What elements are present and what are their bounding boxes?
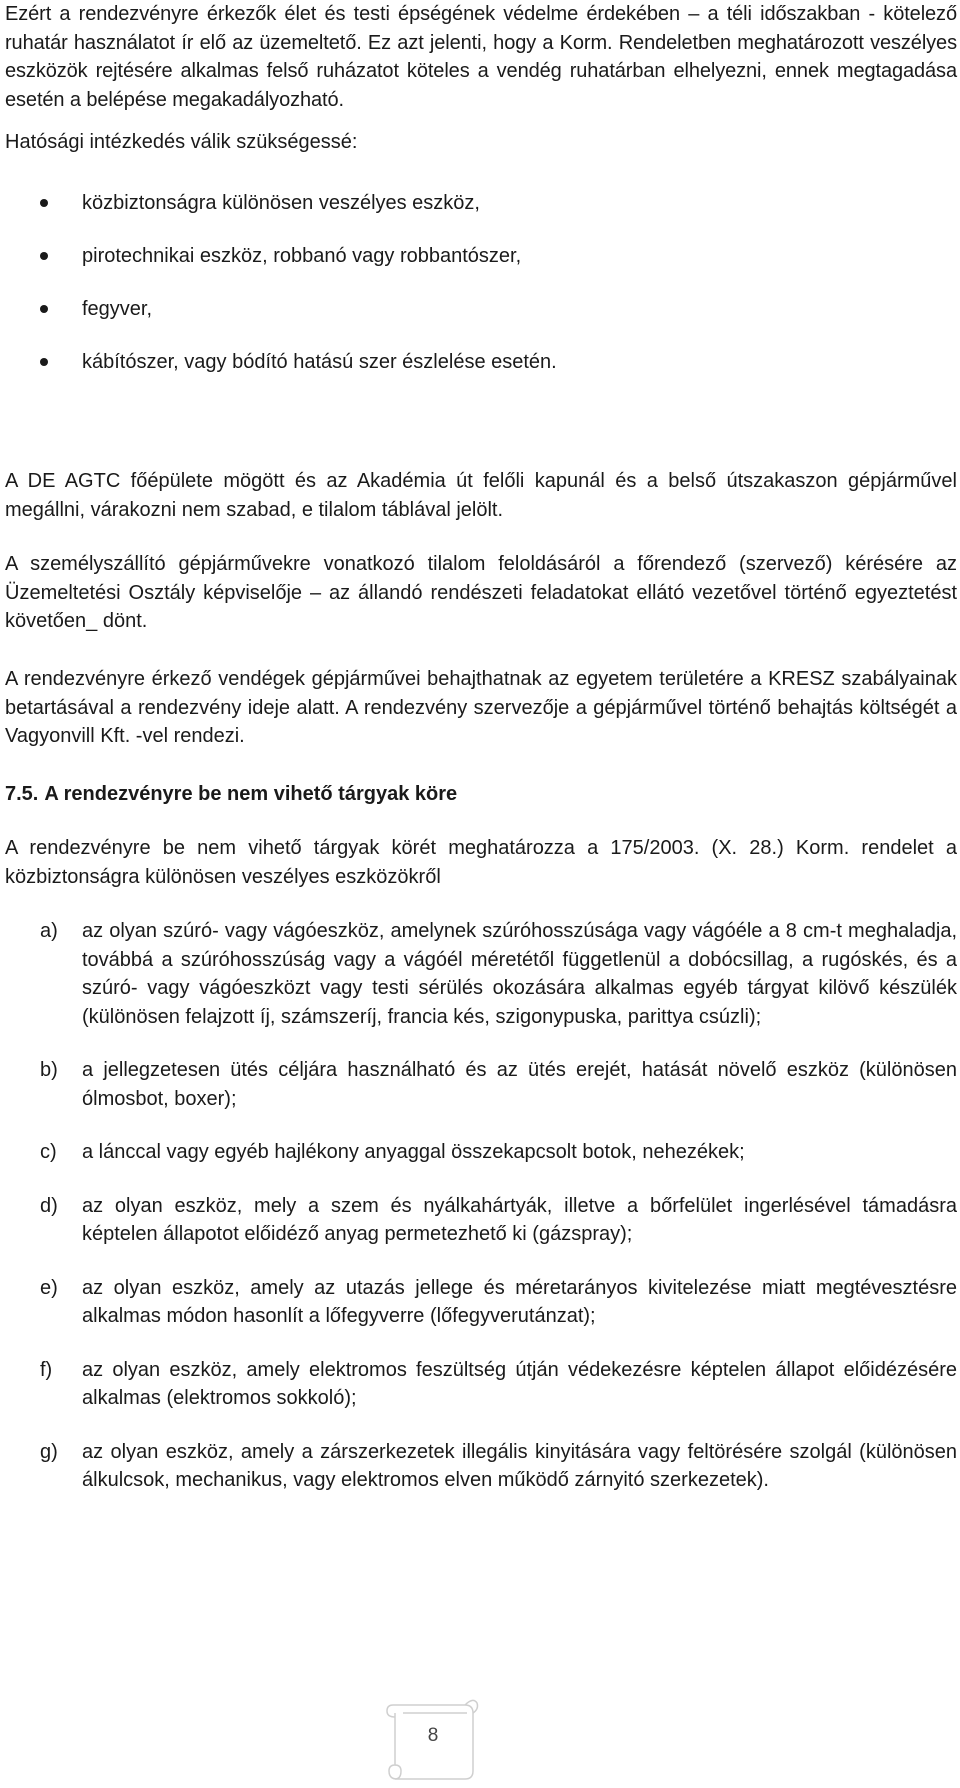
authority-intro: Hatósági intézkedés válik szükségessé: [5, 131, 358, 153]
list-item-text: az olyan eszköz, mely a szem és nyálkahártyák, illetve a bőrfelület ingerlésével támadásra képtelen állapotot előidéző anyag permetezhető ki (gázspray); [82, 1194, 957, 1245]
bullet-item: közbiztonságra különösen veszélyes eszköz, [0, 189, 960, 242]
list-item-label: d) [40, 1194, 58, 1217]
section-number: 7.5. [5, 783, 39, 805]
list-item [0, 1192, 960, 1249]
bullet-icon [40, 305, 48, 313]
list-item-text: az olyan eszköz, amely a zárszerkezetek illegális kinyitására vagy feltörésére szolgál (különösen álkulcsok, mechanikus, vagy elektromos elven működő zárnyitó szerkezetek). [82, 1440, 957, 1491]
list-item [0, 1056, 960, 1113]
list-item-label: e) [40, 1276, 58, 1299]
bullet-item: kábítószer, vagy bódító hatású szer észlelése esetén. [0, 348, 960, 401]
list-item-label: c) [40, 1141, 57, 1163]
list-item-text: a lánccal vagy egyéb hajlékony anyaggal összekapcsolt botok, nehezékek; [82, 1141, 745, 1163]
list-item [0, 1356, 960, 1413]
list-item-label: b) [40, 1059, 58, 1081]
passenger-vehicles-paragraph: A személyszállító gépjárművekre vonatkozó tilalom feloldásáról a főrendező (szervező) kérésére az Üzemeltetési Osztály képviselője – az állandó rendészeti feladatokat ellátó vezetővel történő egyeztetést követően_ dönt. [5, 553, 957, 632]
list-item-label: a) [40, 920, 58, 942]
list-item-label: f) [40, 1358, 53, 1381]
bullet-item: fegyver, [0, 295, 960, 348]
bullet-icon [40, 252, 48, 260]
list-item-text: az olyan szúró- vagy vágóeszköz, amelynek szúróhosszúsága vagy vágóéle a 8 cm-t meghaladja, továbbá a szúróhosszúság vagy a vágóél méretétől függetlenül a dobócsillag, a rugóskés, és a szúró- vagy vágóeszközt vagy testi sérülés okozására alkalmas egyéb tárgyat kilövő készülék (különösen felajzott íj, számszeríj, francia kés, szigonypuska, parittya csúzli); [82, 920, 957, 1028]
page-number-badge [383, 1693, 483, 1783]
bullet-icon [40, 199, 48, 207]
list-item-text: az olyan eszköz, amely az utazás jellege és méretarányos kivitelezése miatt megtévesztésre alkalmas módon hasonlít a lőfegyverre (lőfegyverutánzat); [82, 1276, 957, 1327]
list-item [0, 1438, 960, 1495]
list-item [0, 917, 960, 1031]
parking-paragraph: A DE AGTC főépülete mögött és az Akadémia út felőli kapunál és a belső útszakaszon gépjárművel megállni, várakozni nem szabad, e tilalom táblával jelölt. [5, 470, 957, 521]
page-number: 8 [427, 1725, 439, 1746]
section-heading [5, 783, 457, 806]
list-item-text: az olyan eszköz, amely elektromos feszültség útján védekezésre képtelen állapot előidézésére alkalmas (elektromos sokkoló); [82, 1358, 957, 1409]
list-item-text: a jellegzetesen ütés céljára használható és az ütés erejét, hatását növelő eszköz (különösen ólmosbot, boxer); [82, 1059, 957, 1110]
bullet-item: pirotechnikai eszköz, robbanó vagy robbantószer, [0, 242, 960, 295]
prohibited-intro-paragraph: A rendezvényre be nem vihető tárgyak körét meghatározza a 175/2003. (X. 28.) Korm. rendelet a közbiztonságra különösen veszélyes eszközökről [5, 837, 957, 888]
bullet-icon [40, 358, 48, 366]
intro-paragraph: Ezért a rendezvényre érkezők élet és testi épségének védelme érdekében – a téli időszakban - kötelező ruhatár használatot ír elő az üzemeltető. Ez azt jelenti, hogy a Korm. Rendeletben meghatározott veszélyes eszközök rejtésére alkalmas felső ruházatot köteles a vendég ruhatárban elhelyezni, ennek megtagadása esetén a belépése megakadályozható. [5, 3, 957, 111]
guest-vehicles-paragraph: A rendezvényre érkező vendégek gépjárművei behajthatnak az egyetem területére a KRESZ szabályainak betartásával a rendezvény ideje alatt. A rendezvény szervezője a gépjárművel történő behajtás költségét a Vagyonvill Kft. -vel rendezi. [5, 668, 957, 747]
list-item-label: g) [40, 1440, 58, 1463]
section-title: A rendezvényre be nem vihető tárgyak köre [44, 783, 458, 805]
prohibited-items-list [0, 917, 960, 1495]
list-item [0, 1274, 960, 1331]
authority-bullet-list [0, 189, 960, 401]
list-item [0, 1138, 960, 1167]
